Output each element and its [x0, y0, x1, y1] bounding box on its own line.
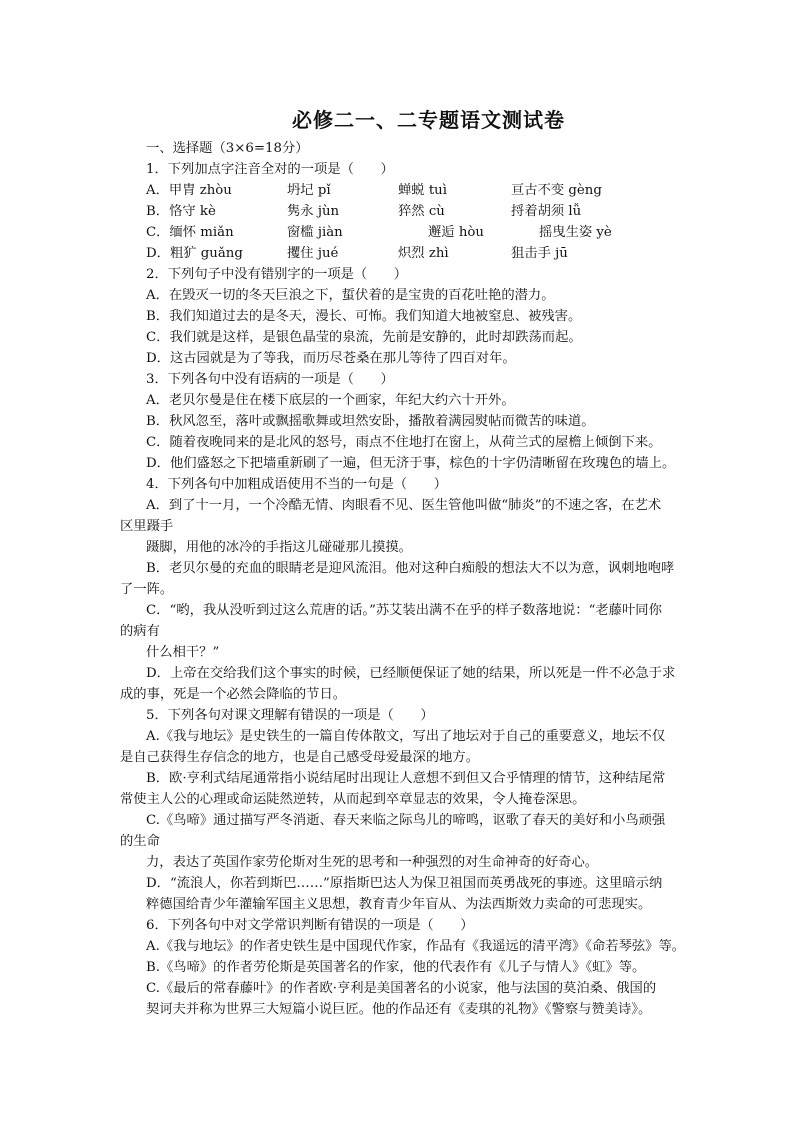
q1-c-1: C．缅怀 miǎn: [146, 225, 234, 240]
page-title: 必修二一、二专题语文测试卷: [292, 108, 565, 132]
question-4-option-a-line1: A．到了十一月，一个冷酷无情、肉眼看不见、医生管他叫做“肺炎”的不速之客，在艺术: [146, 498, 662, 513]
question-6-option-c-line2: 契诃夫并称为世界三大短篇小说巨匠。他的作品还有《麦琪的礼物》《警察与赞美诗》。: [146, 1002, 652, 1017]
question-4-option-a-line2: 区里蹑手: [120, 519, 174, 534]
question-2-stem: 2．下列句子中没有错别字的一项是（ ）: [146, 267, 408, 282]
question-2-option-a: A．在毁灭一切的冬天巨浪之下，蜇伏着的是宝贵的百花吐艳的潜力。: [146, 288, 555, 303]
question-5-stem: 5．下列各句对课文理解有错误的一项是（ ）: [146, 708, 434, 723]
question-5-option-c-line2: 的生命: [120, 834, 160, 849]
question-5-option-a-line2: 是自己获得生存信念的地方，也是自己感受母爱最深的地方。: [120, 750, 480, 765]
q1-b-1: B．恪守 kè: [146, 204, 216, 219]
question-4-option-c-line3: 什么相干？”: [146, 645, 220, 660]
question-4-option-c-line2: 的病有: [120, 624, 160, 639]
question-4-option-d-line2: 成的事，死是一个必然会降临的节日。: [120, 687, 347, 702]
question-3-option-d: D．他们盛怒之下把墙重新刷了一遍，但无济于事，棕色的十字仍清晰留在玫瑰色的墙上。: [146, 456, 676, 471]
question-2-option-c: C．我们就是这样，是银色晶莹的泉流，先前是安静的，此时却跌荡而起。: [146, 330, 582, 345]
question-6-option-c-line1: C.《最后的常春藤叶》的作者欧·亨利是美国著名的小说家，他与法国的莫泊桑、俄国的: [146, 981, 657, 996]
question-5-option-b-line2: 常使主人公的心理或命运陡然逆转，从而起到卒章显志的效果，令人掩卷深思。: [120, 792, 586, 807]
question-3-option-b: B．秋风忽至，落叶或飘摇歌舞或坦然安卧，播散着满园熨帖而微苦的味道。: [146, 414, 595, 429]
q1-d-3: 炽烈 zhì: [398, 246, 449, 261]
question-5-option-b-line1: B．欧·亨利式结尾通常指小说结尾时出现让人意想不到但又合乎情理的情节，这种结尾常: [146, 771, 666, 786]
question-5-option-c-line1: C.《鸟啼》通过描写严冬消逝、春天来临之际鸟儿的啼鸣，讴歌了春天的美好和小鸟顽强: [146, 813, 666, 828]
q1-d-2: 攫住 jué: [287, 246, 339, 261]
question-3-option-a: A．老贝尔曼是住在楼下底层的一个画家，年纪大约六十开外。: [146, 393, 515, 408]
question-1-stem: 1．下列加点字注音全对的一项是（ ）: [146, 162, 394, 177]
question-4-option-a-line3: 蹑脚，用他的冰冷的手指这儿碰碰那儿摸摸。: [146, 540, 412, 555]
question-5-option-d-line1: D．“流浪人，你若到斯巴……”原指斯巴达人为保卫祖国而英勇战死的事迹。这里暗示纳: [146, 876, 663, 891]
q1-d-1: D．粗犷 guǎng: [146, 246, 243, 261]
q1-a-1: A．甲胄 zhòu: [146, 183, 232, 198]
q1-c-2: 窗槛 jiàn: [287, 225, 343, 240]
question-6-stem: 6．下列各句中对文学常识判断有错误的一项是（ ）: [146, 918, 474, 933]
question-6-option-b: B.《鸟啼》的作者劳伦斯是英国著名的作家，他的代表作有《儿子与情人》《虹》等。: [146, 960, 646, 975]
question-4-option-b-line1: B．老贝尔曼的充血的眼睛老是迎风流泪。他对这种白痴般的想法大不以为意，讽刺地咆哮: [146, 561, 675, 576]
question-5-option-c-line3: 力，表达了英国作家劳伦斯对生死的思考和一种强烈的对生命神奇的好奇心。: [146, 855, 599, 870]
section-heading: 一、选择题（3×6=18分）: [146, 141, 309, 156]
question-4-option-c-line1: C．“哟，我从没听到过这么荒唐的话。”苏艾装出满不在乎的样子数落地说：“老藤叶同你: [146, 603, 662, 618]
q1-d-4: 狙击手 jū: [511, 246, 568, 261]
question-4-option-d-line1: D．上帝在交给我们这个事实的时候，已经顺便保证了她的结果，所以死是一件不必急于求: [146, 666, 676, 681]
q1-b-3: 猝然 cù: [398, 204, 445, 219]
question-2-option-d: D．这古园就是为了等我，而历尽苍桑在那儿等待了四百对年。: [146, 351, 516, 366]
question-5-option-d-line2: 粹德国给青少年灌输军国主义思想，教育青少年盲从、为法西斯效力卖命的可悲现实。: [146, 897, 652, 912]
question-5-option-a-line1: A.《我与地坛》是史铁生的一篇自传体散文，写出了地坛对于自己的重要意义，地坛不仅: [146, 729, 666, 744]
question-4-stem: 4．下列各句中加粗成语使用不当的一句是（ ）: [146, 477, 447, 492]
q1-c-3: 邂逅 hòu: [428, 225, 484, 240]
q1-b-2: 隽永 jùn: [287, 204, 340, 219]
q1-a-4: 亘古不变 gèng: [511, 183, 602, 198]
question-6-option-a: A.《我与地坛》的作者史铁生是中国现代作家，作品有《我遥远的清平湾》《命若琴弦》等。: [146, 939, 686, 954]
question-4-option-b-line2: 了一阵。: [120, 582, 174, 597]
q1-b-4: 捋着胡须 lǚ: [511, 204, 582, 219]
q1-a-3: 蝉蜕 tuì: [398, 183, 447, 198]
q1-a-2: 坍圮 pǐ: [287, 183, 331, 198]
question-3-stem: 3．下列各句中没有语病的一项是（ ）: [146, 372, 394, 387]
question-3-option-c: C．随着夜晚同来的是北风的怒号，雨点不住地打在窗上，从荷兰式的屋檐上倾倒下来。: [146, 435, 662, 450]
q1-c-4: 摇曳生姿 yè: [539, 225, 612, 240]
question-2-option-b: B．我们知道过去的是冬天，漫长、可怖。我们知道大地被窒息、被残害。: [146, 309, 582, 324]
